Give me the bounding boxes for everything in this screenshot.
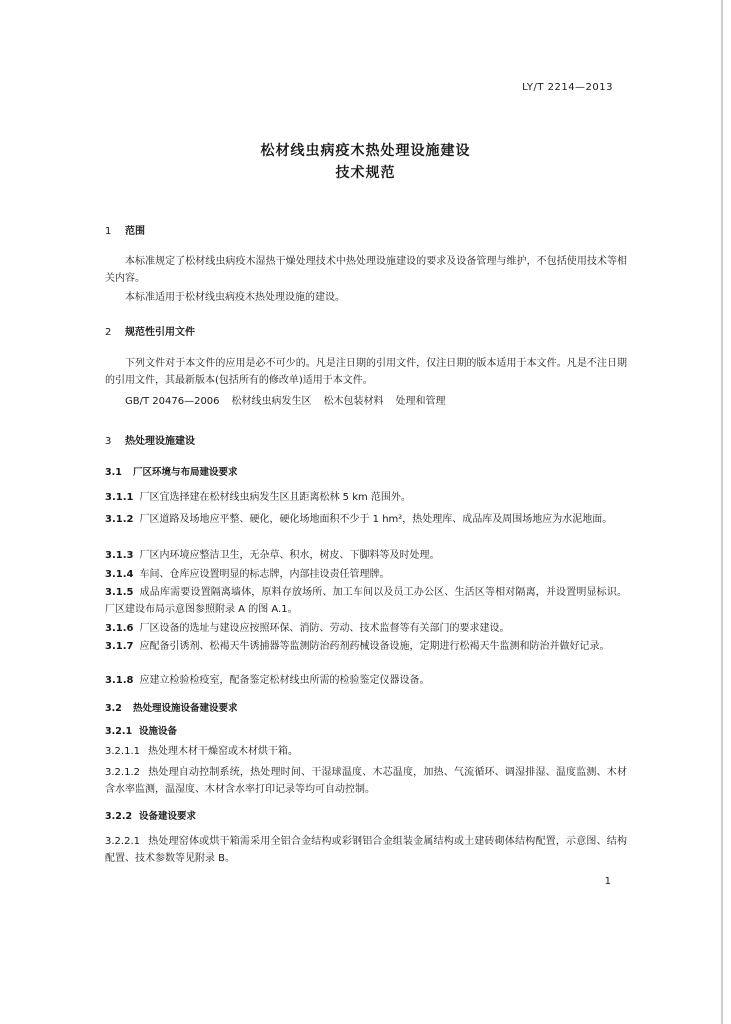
document-title-line2: 技术规范 (335, 165, 396, 181)
clause-number: 3.1.3 (105, 550, 134, 561)
clause-text: 厂区设备的选址与建设应按照环保、消防、劳动、技术监督等有关部门的要求建设。 (139, 623, 510, 634)
subsection-3-2-2-heading (105, 808, 196, 822)
clause-3-2-1-1 (105, 743, 627, 760)
page-number: 1 (604, 876, 611, 887)
clause-number: 3.1.4 (105, 569, 134, 580)
subsection-number: 3.2.2 (105, 811, 133, 822)
clause-text: 车间、仓库应设置明显的标志牌，内部挂设责任管理牌。 (139, 569, 390, 580)
subsection-title: 设备建设要求 (139, 811, 197, 822)
clause-number: 3.2.1.2 (105, 767, 140, 778)
section-title: 热处理设施建设 (125, 436, 195, 447)
clause-3-2-1-2 (105, 764, 627, 798)
subsection-3-2-heading (105, 700, 238, 714)
clause-text: 成品库需要设置隔离墙体，原料存放场所、加工车间以及员工办公区、生活区等相对隔离，并设置明显标识。厂区建设布局示意图参照附录 A 的图 A.1。 (105, 587, 627, 615)
subsection-number: 3.2 (105, 703, 122, 714)
clause-text: 厂区宜选择建在松材线虫病发生区且距离松林 5 km 范围外。 (139, 492, 411, 503)
clause-number: 3.1.2 (105, 514, 134, 525)
subsection-3-1-heading (105, 464, 238, 478)
subsection-number: 3.2.1 (105, 726, 133, 737)
clause-text: 应配备引诱剂、松褐天牛诱捕器等监测防治药剂药械设备设施，定期进行松褐天牛监测和防治并做好记录。 (139, 641, 610, 652)
subsection-title: 厂区环境与布局建设要求 (133, 467, 238, 478)
clause-text: 热处理自动控制系统，热处理时间、干湿球温度、木芯温度，加热、气流循环、调湿排湿、温度监测、木材含水率监测，温湿度、木材含水率打印记录等均可自动控制。 (105, 767, 627, 795)
clause-number: 3.1.8 (105, 675, 134, 686)
section-3-heading (105, 432, 195, 447)
clause-text: 热处理木材干燥窑或木材烘干箱。 (148, 746, 298, 757)
reference-code: GB/T 20476—2006 (125, 396, 220, 407)
subsection-number: 3.1 (105, 467, 122, 478)
clause-text: 厂区道路及场地应平整、硬化，硬化场地面积不少于 1 hm²，热处理库、成品库及周围场地应为水泥地面。 (139, 514, 613, 525)
subsection-3-2-1-heading (105, 723, 177, 737)
section-2-paragraph-1: 下列文件对于本文件的应用是必不可少的。凡是注日期的引用文件，仅注日期的版本适用于本文件。凡是不注日期的引用文件，其最新版本(包括所有的修改单)适用于本文件。 (105, 358, 627, 386)
reference-title-part2: 松木包装材料 (323, 396, 384, 407)
clause-3-1-1 (105, 489, 627, 506)
clause-number: 3.2.2.1 (105, 836, 140, 847)
clause-number: 3.2.1.1 (105, 746, 140, 757)
clause-3-1-3 (105, 547, 627, 564)
clause-number: 3.1.5 (105, 587, 134, 598)
clause-text: 厂区内环境应整洁卫生，无杂草、积水，树皮、下脚料等及时处理。 (139, 550, 440, 561)
section-1-paragraph-1: 本标准规定了松材线虫病疫木湿热干燥处理技术中热处理设施建设的要求及设备管理与维护，不包括使用技术等相关内容。 (105, 256, 627, 284)
clause-3-1-6 (105, 620, 627, 637)
clause-3-1-7 (105, 638, 627, 655)
clause-number: 3.1.7 (105, 641, 134, 652)
clause-3-1-4 (105, 566, 627, 583)
clause-3-1-8 (105, 672, 627, 689)
section-1-heading (105, 222, 145, 237)
clause-text: 热处理窑体或烘干箱需采用全铝合金结构或彩钢铝合金组装金属结构或土建砖砌体结构配置，示意图、结构配置、技术参数等见附录 B。 (105, 836, 627, 864)
clause-3-1-5 (105, 584, 627, 618)
section-2-heading (105, 323, 195, 338)
normative-reference (105, 393, 627, 410)
section-number: 2 (105, 327, 112, 338)
standard-number: LY/T 2214—2013 (522, 82, 613, 93)
document-title: 松材线虫病疫木热处理设施建设 (260, 143, 471, 159)
subsection-title: 热处理设施设备建设要求 (133, 703, 238, 714)
section-number: 1 (105, 226, 112, 237)
section-title: 规范性引用文件 (125, 327, 195, 338)
reference-title-part3: 处理和管理 (395, 396, 446, 407)
clause-3-1-2 (105, 511, 627, 528)
section-1-paragraph-2: 本标准适用于松材线虫病疫木热处理设施的建设。 (125, 292, 345, 303)
clause-number: 3.1.1 (105, 492, 134, 503)
clause-3-2-2-1 (105, 833, 627, 867)
clause-text: 应建立检验检疫室，配备鉴定松材线虫所需的检验鉴定仪器设备。 (139, 675, 430, 686)
subsection-title: 设施设备 (139, 726, 178, 737)
section-title: 范围 (125, 226, 145, 237)
section-number: 3 (105, 436, 112, 447)
clause-number: 3.1.6 (105, 623, 134, 634)
reference-title-part1: 松材线虫病发生区 (231, 396, 312, 407)
